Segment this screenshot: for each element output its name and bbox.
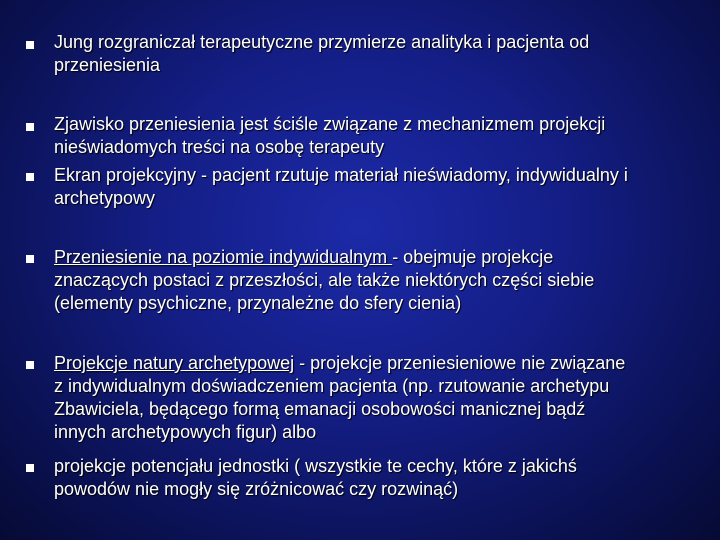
text-line: Zjawisko przeniesienia jest ściśle związane z mechanizmem projekcji — [54, 114, 606, 134]
square-bullet-icon — [26, 464, 34, 472]
text-line: znaczących postaci z przeszłości, ale także niektórych części siebie — [54, 270, 595, 290]
text-line — [54, 352, 710, 375]
text-line: innych archetypowych figur) albo — [54, 422, 317, 442]
text-line: nieświadomych treści na osobę terapeuty — [54, 137, 385, 157]
square-bullet-icon — [26, 41, 34, 49]
text-fragment: - obejmuje projekcje — [392, 247, 554, 267]
bullet-text — [54, 113, 710, 159]
bullet-text — [54, 246, 710, 315]
text-fragment: - projekcje przeniesieniowe nie związane — [294, 353, 626, 373]
text-line: przeniesienia — [54, 55, 161, 75]
bullet-text — [54, 352, 710, 444]
bullet-text — [54, 164, 710, 210]
square-bullet-icon — [26, 123, 34, 131]
text-line: Ekran projekcyjny - pacjent rzutuje materiał nieświadomy, indywidualny i — [54, 165, 628, 185]
bullet-text — [54, 455, 710, 501]
square-bullet-icon — [26, 173, 34, 181]
text-line: Jung rozgraniczał terapeutyczne przymierze analityka i pacjenta od — [54, 32, 590, 52]
square-bullet-icon — [26, 361, 34, 369]
underlined-term: Projekcje natury archetypowej — [54, 353, 295, 373]
text-line — [54, 246, 710, 269]
text-line: archetypowy — [54, 188, 156, 208]
text-line: (elementy psychiczne, przynależne do sfery cienia) — [54, 293, 462, 313]
text-line: Zbawiciela, będącego formą emanacji osobowości manicznej bądź — [54, 399, 586, 419]
square-bullet-icon — [26, 255, 34, 263]
text-line: projekcje potencjału jednostki ( wszystkie te cechy, które z jakichś — [54, 456, 577, 476]
text-line: z indywidualnym doświadczeniem pacjenta (np. rzutowanie archetypu — [54, 376, 610, 396]
text-line: powodów nie mogły się zróżnicować czy rozwinąć) — [54, 479, 459, 499]
bullet-text — [54, 31, 710, 77]
underlined-term: Przeniesienie na poziomie indywidualnym — [54, 247, 393, 267]
